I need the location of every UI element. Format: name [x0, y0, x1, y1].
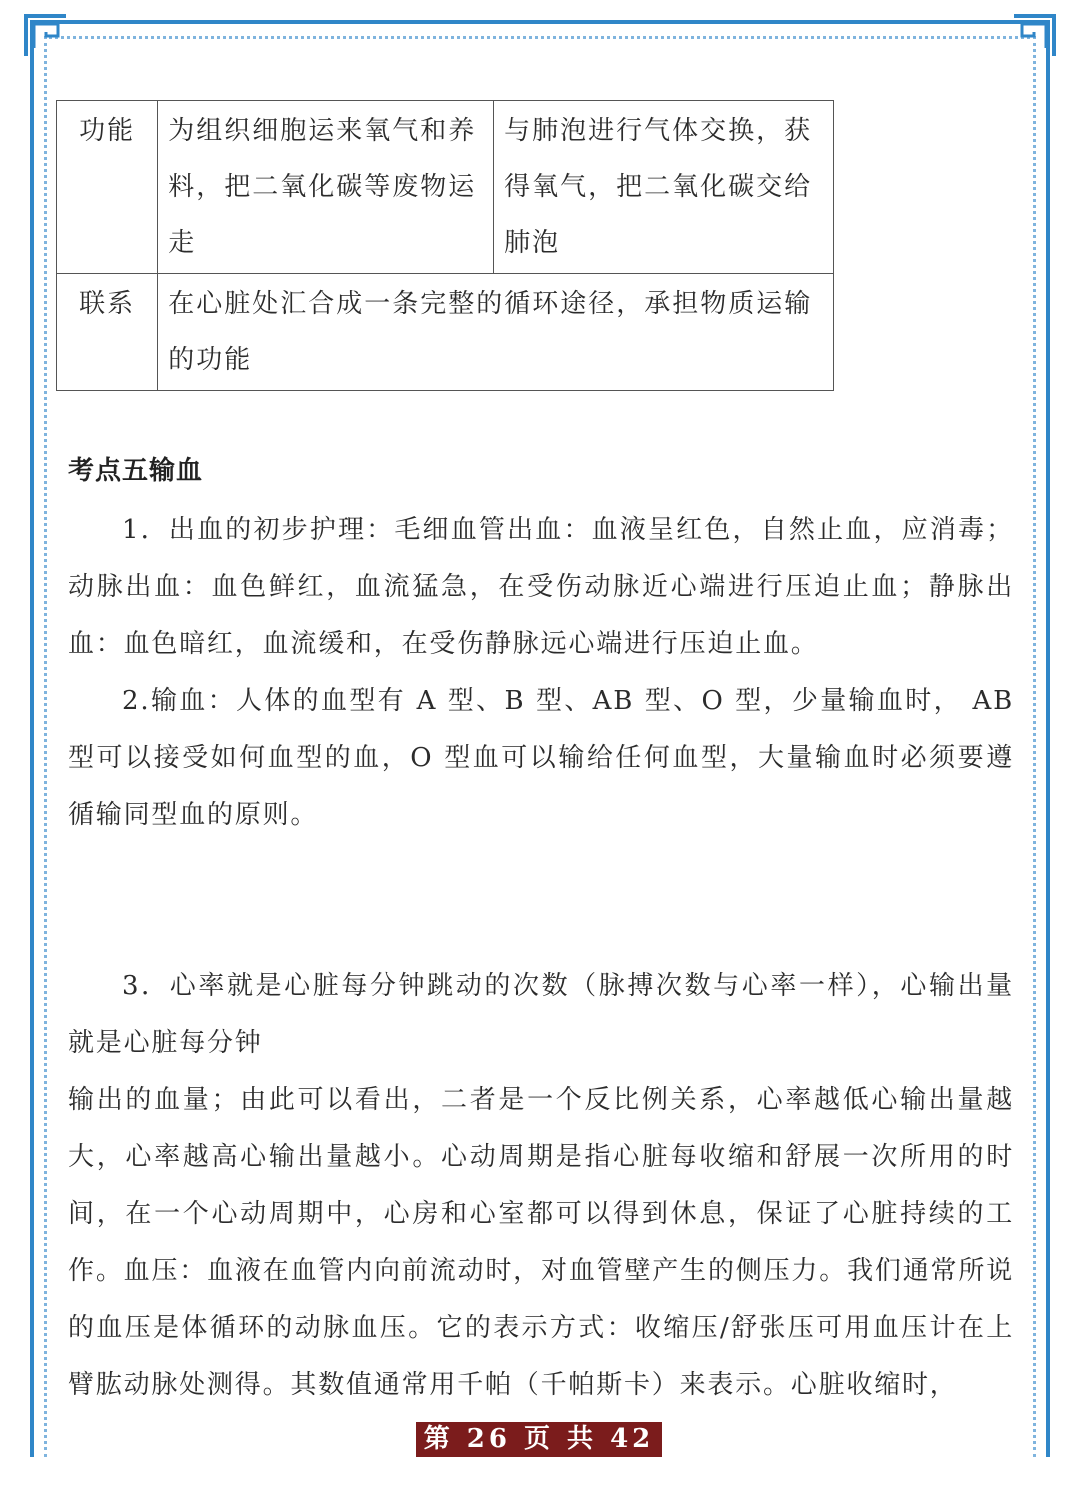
- table-row: [57, 101, 834, 274]
- paragraph-2: 2.输血：人体的血型有 A 型、B 型、AB 型、O 型，少量输血时， AB 型可以接受如何血型的血，O 型血可以输给任何血型，大量输血时必须要遵循输同型血的原则。: [68, 686, 1014, 830]
- circulation-table: [56, 100, 834, 391]
- paragraph-3-continued: 输出的血量；由此可以看出，二者是一个反比例关系，心率越低心输出量越大，心率越高心输出量越小。心动周期是指心脏每收缩和舒展一次所用的时间，在一个心动周期中，心房和心室都可以得到休息，保证了心脏持续的工作。血压：血液在血管内向前流动时，对血管壁产生的侧压力。我们通常所说的血压是体循环的动脉血压。它的表示方式：收缩压/舒张压可用血压计在上臂肱动脉处测得。其数值通常用千帕（千帕斯卡）来表示。心脏收缩时，: [68, 1085, 1014, 1400]
- section-heading: 考点五输血: [68, 456, 204, 486]
- row-header: 联系: [57, 274, 158, 391]
- paragraph-1: 1．出血的初步护理：毛细血管出血：血液呈红色，自然止血，应消毒；动脉出血：血色鲜红，血流猛急，在受伤动脉近心端进行压迫止血；静脉出血：血色暗红，血流缓和，在受伤静脉远心端进行压迫止血。: [68, 515, 1014, 659]
- corner-ornament-icon: [1010, 12, 1058, 60]
- corner-ornament-icon: [22, 12, 70, 60]
- table-cell: 为组织细胞运来氧气和养料，把二氧化碳等废物运走: [158, 101, 494, 274]
- page-number-label: 第 26 页 共 42 页: [416, 1422, 662, 1457]
- row-header: 功能: [57, 101, 158, 274]
- table-row: [57, 274, 834, 391]
- table-cell: 与肺泡进行气体交换，获得氧气，把二氧化碳交给肺泡: [494, 101, 834, 274]
- table-cell: 在心脏处汇合成一条完整的循环途径，承担物质运输的功能: [158, 274, 834, 391]
- paragraph-3-start: 3．心率就是心脏每分钟跳动的次数（脉搏次数与心率一样），心输出量就是心脏每分钟: [68, 971, 1014, 1058]
